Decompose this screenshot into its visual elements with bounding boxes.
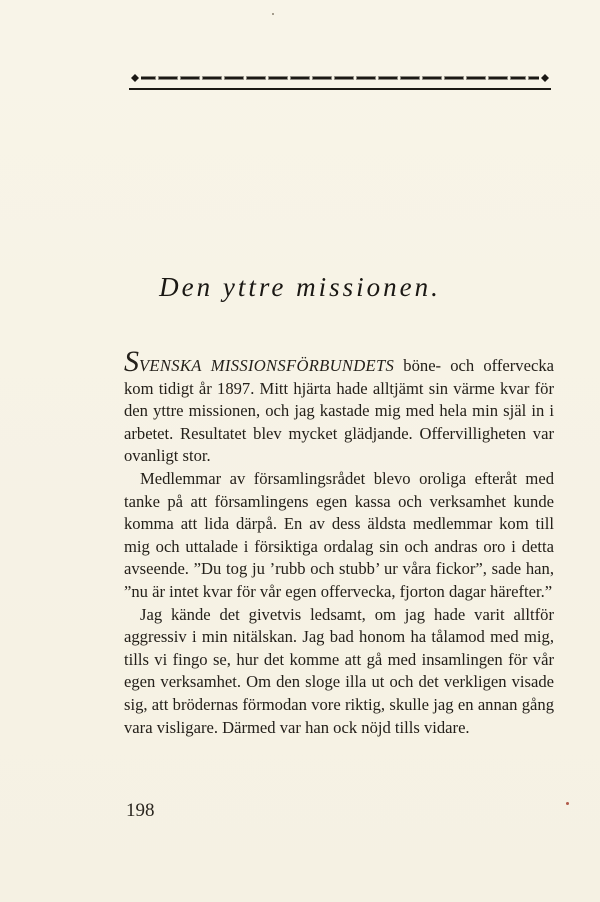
chapter-body — [124, 345, 554, 739]
paragraph-3: Jag kände det givetvis ledsamt, om jag hade varit alltför aggressiv i min nitälskan. Jag bad honom ha tålamod med mig, tills vi fingo se, hur det komme att gå med insamlingen för vår egen verksamhet. Om den sloge illa ut och det verkligen visade sig, att brödernas förmodan vore riktig, skulle jag en annan gång vara visligare. Därmed var han ock nöjd tills vidare. — [124, 604, 554, 737]
paragraph-2: Medlemmar av församlingsrådet blevo oroliga efteråt med tanke på att församlingens egen kassa och verksamhet kunde komma att lida därpå. En av dess äldsta medlemmar kom till mig och uttalade i försiktiga ordalag sin och andras oro i detta avseende. ”Du tog ju ’rubb och stubb’ ur våra fickor”, sade han, ”nu är intet kvar för vår egen offervecka, fjorton dagar härefter.” — [124, 468, 554, 601]
header-ornament-band — [131, 74, 549, 82]
header-rule-line — [129, 88, 551, 90]
paper-speck — [272, 13, 274, 15]
drop-cap: S — [124, 345, 139, 378]
chapter-title: Den yttre missionen. — [159, 272, 441, 302]
ink-speck — [566, 802, 569, 805]
decorative-header-rule — [127, 70, 553, 92]
lead-in-caps: VENSKA MISSIONSFÖRBUNDETS — [139, 356, 395, 375]
paragraph-1-text: böne- och offervecka kom tidigt år 1897. Mitt hjärta hade alltjämt sin värme kvar för den yttre missionen, och jag kastade mig med hela min själ in i arbetet. Resultatet blev mycket glädjande. Offervilligheten var ovanligt stor. — [124, 356, 554, 466]
paragraph-1 — [124, 345, 554, 468]
page-number: 198 — [126, 800, 155, 821]
